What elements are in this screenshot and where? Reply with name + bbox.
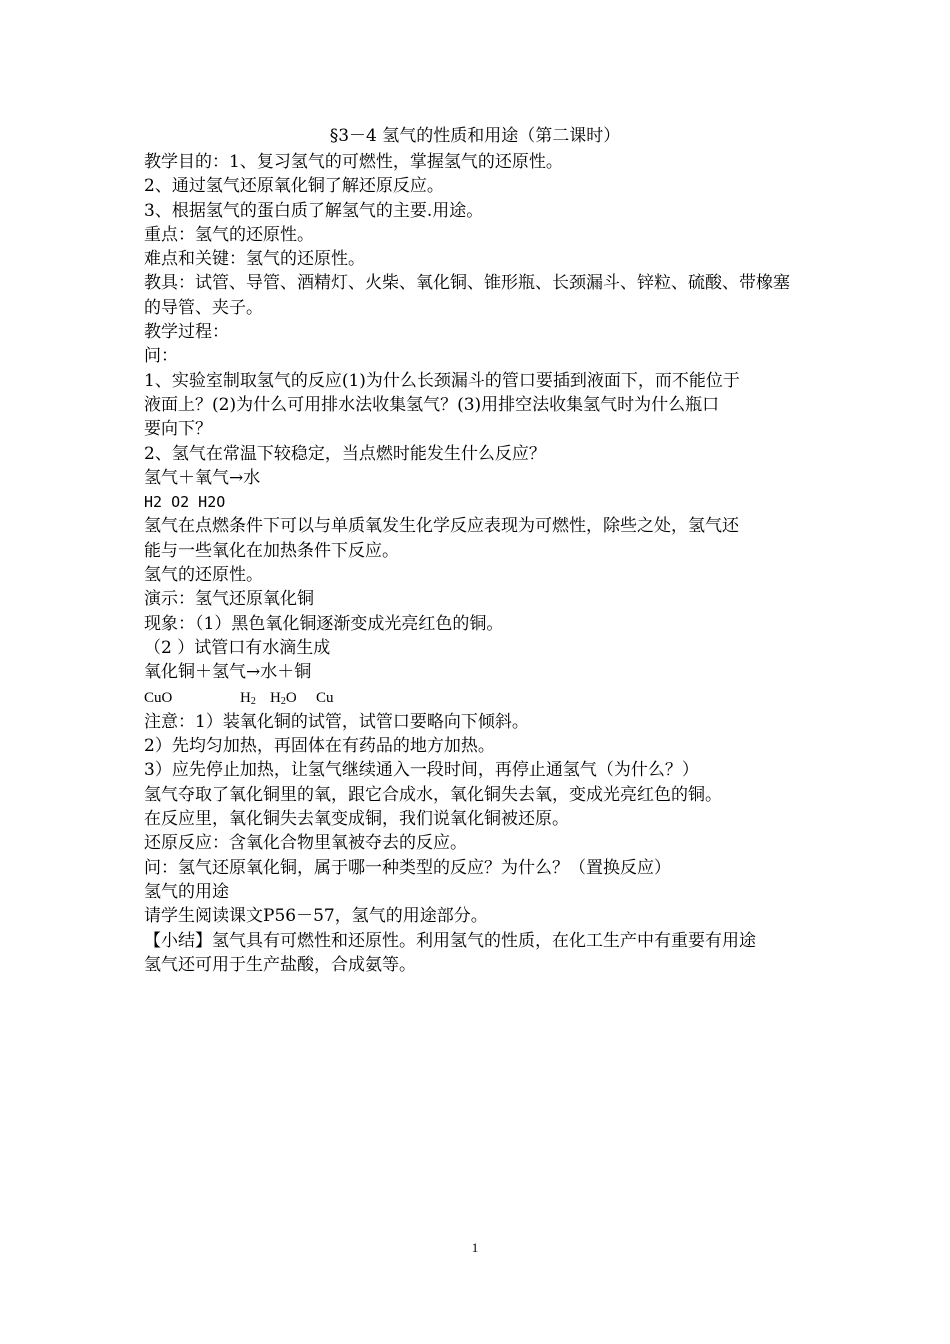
text-line: 能与一些氧化在加热条件下反应。	[144, 540, 399, 561]
formula-h2o-subscript: 2	[280, 695, 286, 707]
document-body	[144, 150, 810, 977]
text-line: 1、实验室制取氢气的反应(1)为什么长颈漏斗的管口要插到液面下，而不能位于	[144, 370, 740, 391]
formula-h2o	[270, 686, 316, 710]
text-line: 氢气还可用于生产盐酸，合成氨等。	[144, 954, 416, 975]
text-line: 在反应里，氧化铜失去氧变成铜，我们说氧化铜被还原。	[144, 809, 569, 830]
text-line: 3）应先停止加热，让氢气继续通入一段时间，再停止通氢气（为什么？）	[144, 760, 699, 781]
text-line: 2）先均匀加热，再固体在有药品的地方加热。	[144, 736, 495, 757]
text-line: 氢气的还原性。	[144, 565, 263, 586]
text-line: 注意：1）装氧化铜的试管，试管口要略向下倾斜。	[144, 711, 529, 732]
text-line: 液面上？(2)为什么可用排水法收集氢气？(3)用排空法收集氢气时为什么瓶口	[144, 394, 720, 415]
formula-h2-subscript: 2	[250, 695, 256, 707]
text-line: 2、氢气在常温下较稳定，当点燃时能发生什么反应？	[144, 443, 546, 464]
text-line: 还原反应：含氧化合物里氧被夺去的反应。	[144, 833, 467, 854]
formula-h2	[240, 686, 270, 710]
text-line: 问：氢气还原氧化铜，属于哪一种类型的反应？为什么？（置换反应）	[144, 857, 671, 878]
page-number: 1	[471, 1240, 479, 1255]
text-line: 难点和关键：氢气的还原性。	[144, 249, 365, 270]
formula-h2o-o: O	[285, 689, 297, 706]
text-line: 教具：试管、导管、酒精灯、火柴、氧化铜、锥形瓶、长颈漏斗、锌粒、硫酸、带橡塞	[144, 273, 790, 294]
text-line: 现象：（1）黑色氧化铜逐渐变成光亮红色的铜。	[144, 613, 504, 634]
chemical-formula-line	[144, 685, 810, 710]
text-line: 问：	[144, 346, 178, 367]
formula-cuo: CuO	[144, 689, 173, 706]
text-line: 氢气＋氧气→水	[144, 467, 261, 488]
formula-cu: Cu	[316, 689, 334, 706]
text-line: 氧化铜＋氢气→水＋铜	[144, 662, 312, 683]
text-line: （2 ）试管口有水滴生成	[144, 637, 331, 658]
text-line: 重点：氢气的还原性。	[144, 224, 314, 245]
text-line: 教学过程：	[144, 322, 229, 343]
text-line: 请学生阅读课文P56－57，氢气的用途部分。	[144, 906, 488, 927]
formula-h2o-h: H	[270, 689, 281, 706]
text-line: 氢气的用途	[144, 881, 229, 902]
formula-line: H2 O2 H2O	[144, 493, 226, 512]
text-line: 教学目的：1、复习氢气的可燃性，掌握氢气的还原性。	[144, 152, 563, 172]
text-line: 氢气在点燃条件下可以与单质氧发生化学反应表现为可燃性，除些之处，氢气还	[144, 516, 739, 537]
text-line: 氢气夺取了氧化铜里的氧，跟它合成水，氧化铜失去氧，变成光亮红色的铜。	[144, 784, 722, 805]
formula-h2-symbol: H	[240, 689, 251, 706]
text-line: 3、根据氢气的蛋白质了解氢气的主要.用途。	[144, 200, 484, 221]
text-line: 【小结】氢气具有可燃性和还原性。利用氢气的性质，在化工生产中有重要有用途	[144, 930, 756, 951]
document-title: §3－4 氢气的性质和用途（第二课时）	[329, 126, 621, 146]
text-line: 演示：氢气还原氧化铜	[144, 589, 314, 610]
text-line: 2、通过氢气还原氧化铜了解还原反应。	[144, 176, 444, 197]
text-line: 的导管、夹子。	[144, 297, 263, 318]
text-line: 要向下？	[144, 419, 212, 440]
